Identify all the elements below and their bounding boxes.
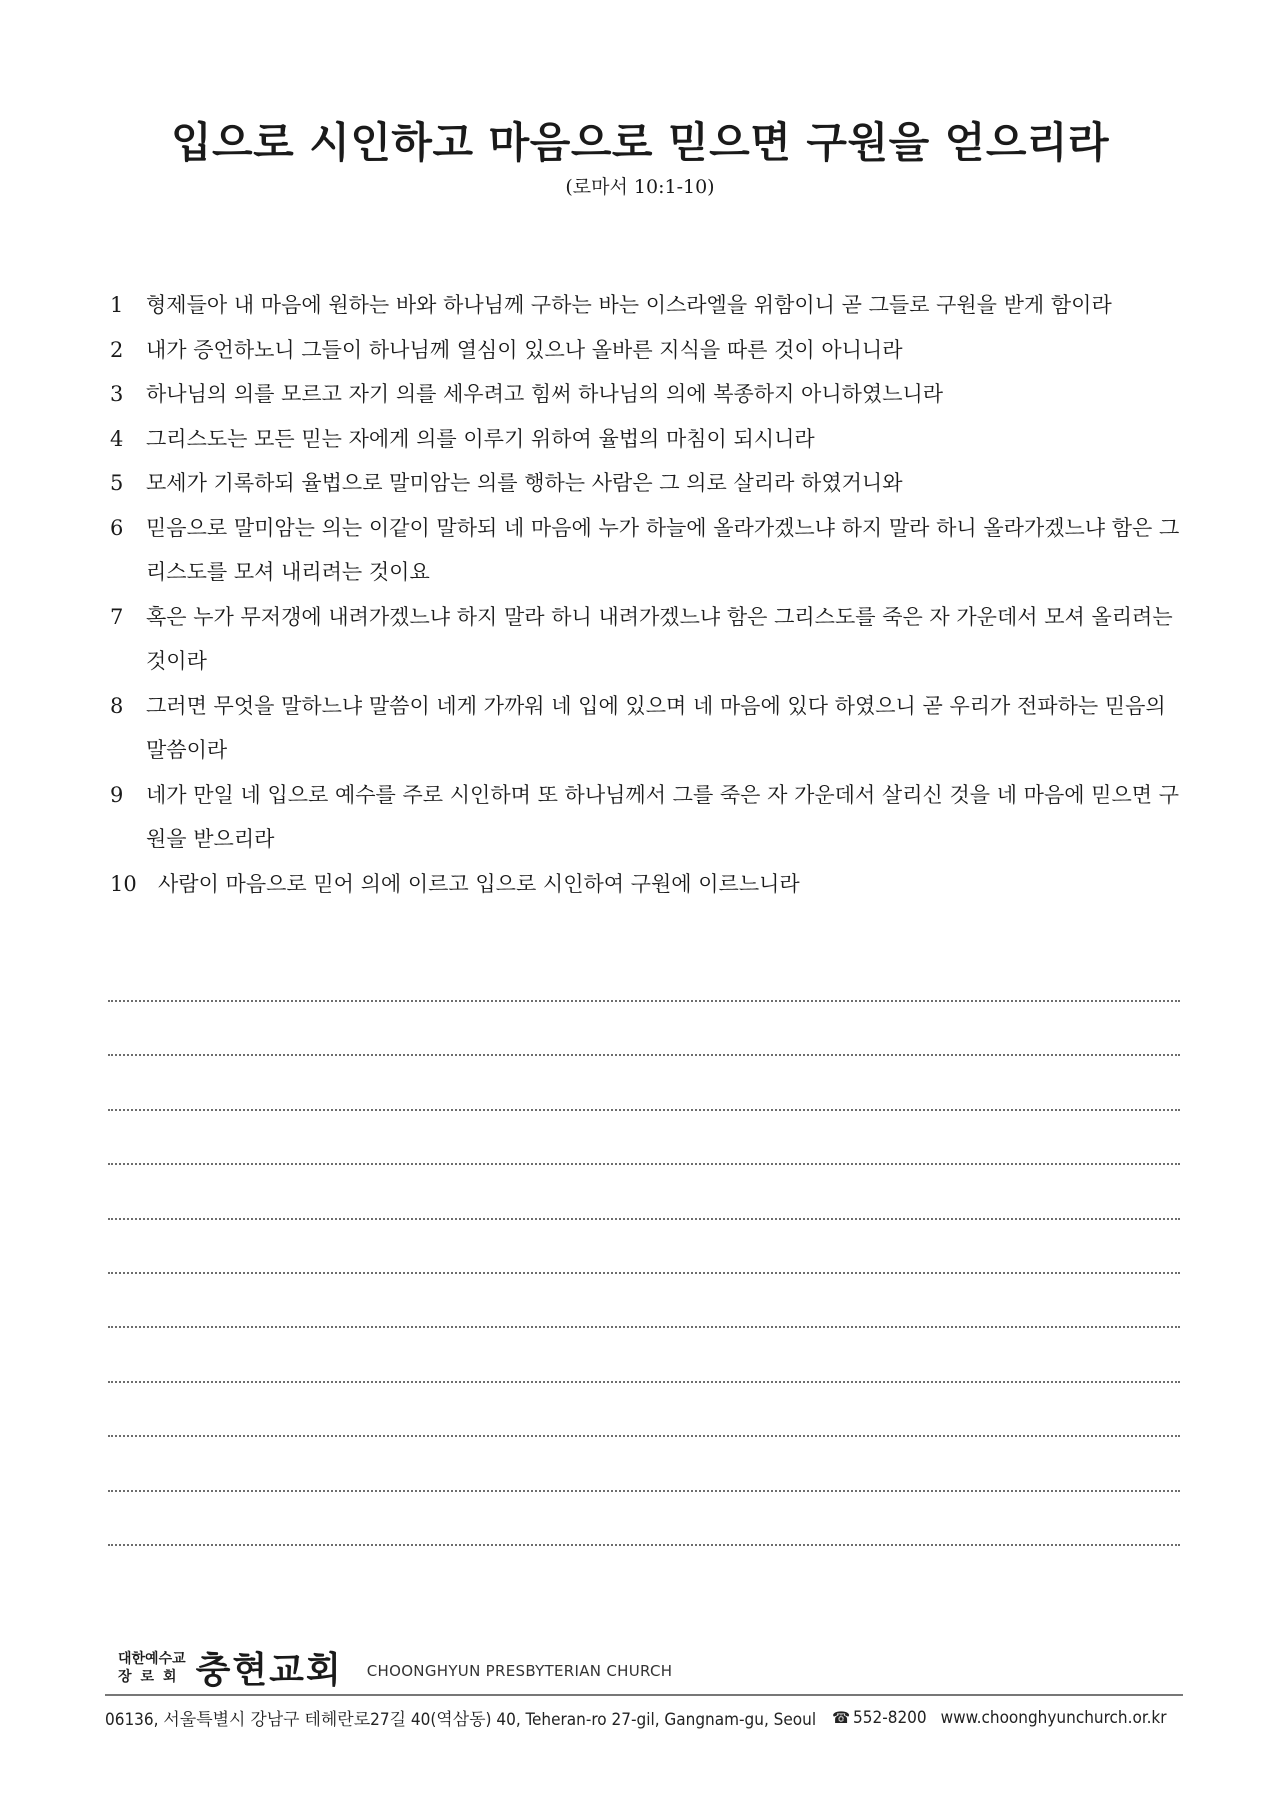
- verse-text: 하나님의 의를 모르고 자기 의를 세우려고 힘써 하나님의 의에 복종하지 아니하였느니라: [146, 382, 944, 406]
- verse-number: 9: [110, 782, 124, 807]
- verse-number: 3: [110, 382, 124, 406]
- verse-text: 네가 만일 네 입으로 예수를 주로 시인하며 또 하나님께서 그를 죽은 자 가운데서 살리신 것을 네 마음에 믿으면 구원을 받으리라: [146, 782, 1180, 851]
- verse-number: 7: [110, 604, 124, 629]
- verse-item: [110, 417, 1190, 462]
- church-name-korean: 충현교회: [195, 1649, 343, 1691]
- note-line: [108, 1490, 1180, 1492]
- note-line: [108, 1435, 1180, 1437]
- verse-text: 형제들아 내 마음에 원하는 바와 하나님께 구하는 바는 이스라엘을 위함이니 곧 그들로 구원을 받게 함이라: [146, 293, 1112, 317]
- note-line: [108, 1272, 1180, 1274]
- verse-text: 모세가 기록하되 율법으로 말미암는 의를 행하는 사람은 그 의로 살리라 하였거니와: [146, 471, 903, 495]
- church-logo: [118, 1642, 672, 1693]
- note-line: [108, 1109, 1180, 1111]
- verse-text: 혹은 누가 무저갱에 내려가겠느냐 하지 말라 하니 내려가겠느냐 함은 그리스도를 죽은 자 가운데서 모셔 올리려는 것이라: [146, 604, 1173, 673]
- verse-item: [110, 461, 1190, 506]
- verse-number: 8: [110, 693, 124, 718]
- verse-item: [110, 684, 1190, 773]
- verse-number: 2: [110, 337, 124, 362]
- verse-item: [110, 283, 1190, 328]
- verse-number: 6: [110, 515, 124, 540]
- denomination-bottom: 장로회: [118, 1668, 186, 1685]
- note-line: [108, 1381, 1180, 1383]
- verse-number: 1: [110, 293, 124, 317]
- verse-item: [110, 595, 1190, 684]
- telephone-icon: ☎: [832, 1708, 851, 1727]
- footer-divider: [105, 1694, 1183, 1696]
- church-phone: 552-8200: [853, 1707, 927, 1728]
- footer-contact: [105, 1705, 1183, 1730]
- verse-number: 5: [110, 471, 124, 495]
- verse-item: [110, 862, 1190, 907]
- verse-item: [110, 328, 1190, 373]
- verse-text: 믿음으로 말미암는 의는 이같이 말하되 네 마음에 누가 하늘에 올라가겠느냐 하지 말라 하니 올라가겠느냐 함은 그리스도를 모셔 내리려는 것이요: [146, 515, 1180, 584]
- scripture-reference: (로마서 10:1-10): [565, 176, 715, 198]
- note-line: [108, 1163, 1180, 1165]
- page-title: 입으로 시인하고 마음으로 믿으면 구원을 얻으리라: [170, 118, 1110, 167]
- note-line: [108, 1054, 1180, 1056]
- note-line: [108, 1000, 1180, 1002]
- verse-text: 사람이 마음으로 믿어 의에 이르고 입으로 시인하여 구원에 이르느니라: [158, 871, 800, 896]
- verse-item: [110, 506, 1190, 595]
- verse-number: 4: [110, 426, 124, 451]
- church-name-english: CHOONGHYUN PRESBYTERIAN CHURCH: [366, 1661, 673, 1680]
- denomination-top: 대한예수교: [118, 1650, 186, 1667]
- note-line: [108, 1544, 1180, 1546]
- note-writing-area: [108, 1000, 1180, 1598]
- note-line: [108, 1218, 1180, 1220]
- verse-list: [110, 283, 1190, 906]
- church-address: 06136, 서울특별시 강남구 테헤란로27길 40(역삼동) 40, Teheran-ro 27-gil, Gangnam-gu, Seoul: [105, 1710, 817, 1730]
- verse-text: 그리스도는 모든 믿는 자에게 의를 이루기 위하여 율법의 마침이 되시니라: [146, 426, 815, 451]
- denomination-mark: [118, 1650, 186, 1686]
- verse-number: 10: [110, 871, 137, 896]
- verse-text: 내가 증언하노니 그들이 하나님께 열심이 있으나 올바른 지식을 따른 것이 아니니라: [146, 337, 903, 362]
- verse-text: 그러면 무엇을 말하느냐 말씀이 네게 가까워 네 입에 있으며 네 마음에 있다 하였으니 곧 우리가 전파하는 믿음의 말씀이라: [146, 693, 1166, 762]
- verse-item: [110, 773, 1190, 862]
- church-website[interactable]: www.choonghyunchurch.or.kr: [940, 1707, 1167, 1728]
- note-line: [108, 1326, 1180, 1328]
- verse-item: [110, 372, 1190, 417]
